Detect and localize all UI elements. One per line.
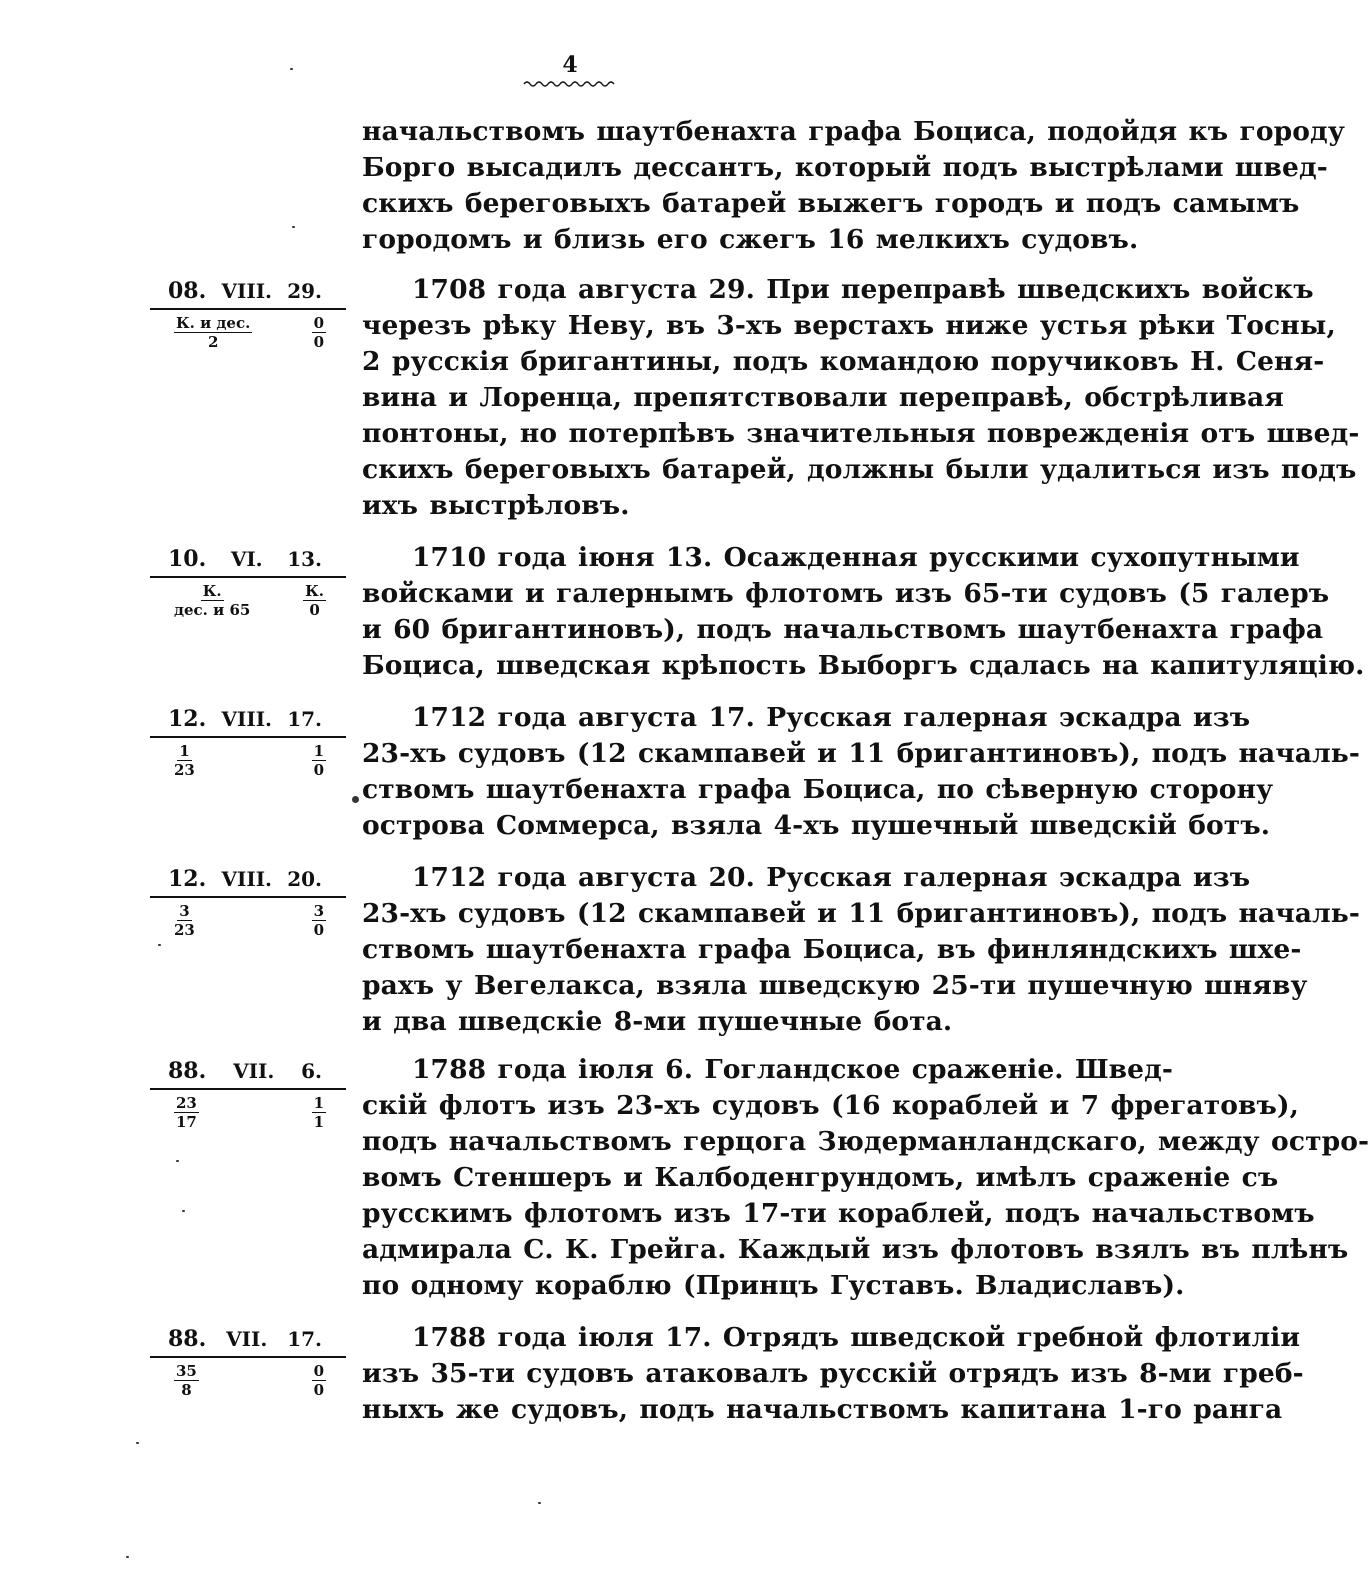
margin-day: 6.	[301, 1059, 322, 1083]
left-fraction	[174, 1094, 199, 1131]
scan-speck	[292, 226, 295, 228]
paragraph	[362, 1052, 1369, 1304]
margin-year: 12.	[168, 706, 207, 732]
margin-fractions	[150, 738, 346, 779]
text-line: черезъ рѣку Неву, въ 3-хъ верстахъ ниже устья рѣки Тосны,	[362, 310, 1336, 341]
fraction-denominator: 17	[176, 1113, 197, 1131]
margin-day: 17.	[287, 1327, 322, 1351]
text-line: ствомъ шаутбенахта графа Боциса, въ финляндскихъ шхе-	[362, 934, 1302, 965]
fraction-numerator: К.	[202, 582, 222, 600]
fraction-denominator: 8	[181, 1381, 192, 1399]
left-fraction	[174, 314, 252, 351]
text-line: 1788 года іюля 6. Гогландское сраженіе. Швед-	[412, 1054, 1173, 1085]
text-line: войсками и галернымъ флотомъ изъ 65-ти судовъ (5 галеръ	[362, 578, 1330, 609]
margin-year: 08.	[168, 278, 207, 304]
margin-day: 13.	[287, 547, 322, 571]
fraction-denominator: 0	[313, 333, 324, 351]
text-line: и 60 бригантиновъ), подъ начальствомъ шаутбенахта графа	[362, 614, 1324, 645]
text-line: изъ 35-ти судовъ атаковалъ русскій отрядъ изъ 8-ми греб-	[362, 1358, 1304, 1389]
fraction-denominator: 23	[174, 761, 195, 779]
text-line: 2 русскія бригантины, подъ командою поручиковъ Н. Сеня-	[362, 346, 1325, 377]
margin-day: 29.	[287, 279, 322, 303]
text-line: 1712 года августа 20. Русская галерная эскадра изъ	[412, 862, 1251, 893]
paragraph	[362, 272, 1360, 524]
margin-year: 12.	[168, 866, 207, 892]
margin-date	[150, 546, 346, 578]
fraction-numerator: 0	[313, 314, 324, 332]
fraction-numerator: 3	[313, 902, 324, 920]
scan-speck	[126, 1556, 129, 1558]
decorative-wave-rule	[524, 80, 616, 88]
fraction-denominator: 0	[309, 601, 320, 619]
text-line: подъ начальствомъ герцога Зюдерманландскаго, между остро-	[362, 1126, 1369, 1157]
margin-month: VI.	[230, 547, 263, 571]
margin-note-1712-20	[150, 866, 346, 939]
margin-date	[150, 278, 346, 310]
text-line: 23-хъ судовъ (12 скампавей и 11 бригантиновъ), подъ началь-	[362, 898, 1360, 929]
text-line: и два шведскіе 8-ми пушечные бота.	[362, 1006, 953, 1037]
margin-day: 20.	[287, 867, 322, 891]
text-line: Борго высадилъ дессантъ, который подъ выстрѣлами швед-	[362, 152, 1328, 183]
margin-date	[150, 866, 346, 898]
right-fraction	[312, 902, 326, 939]
left-fraction	[174, 1362, 199, 1399]
fraction-denominator: 1	[313, 1113, 324, 1131]
page-number	[0, 52, 1140, 88]
text-line: адмирала С. К. Грейга. Каждый изъ флотовъ взялъ въ плѣнъ	[362, 1234, 1349, 1265]
fraction-denominator: 0	[313, 921, 324, 939]
scan-speck	[290, 68, 293, 70]
left-fraction	[174, 902, 195, 939]
text-line: острова Соммерса, взяла 4-хъ пушечный шведскій ботъ.	[362, 810, 1271, 841]
right-fraction	[312, 314, 326, 351]
text-line: скихъ береговыхъ батарей, должны были удалиться изъ подъ	[362, 454, 1357, 485]
fraction-denominator: 2	[207, 333, 219, 351]
margin-fractions	[150, 1090, 346, 1131]
text-line: понтоны, но потерпѣвъ значительныя поврежденія отъ швед-	[362, 418, 1360, 449]
text-line: городомъ и близь его сжегъ 16 мелкихъ судовъ.	[362, 224, 1139, 255]
margin-month: VIII.	[221, 707, 273, 731]
margin-note-1712-17	[150, 706, 346, 779]
margin-date	[150, 1058, 346, 1090]
fraction-denominator: 23	[174, 921, 195, 939]
text-line: вина и Лоренца, препятствовали переправѣ, обстрѣливая	[362, 382, 1284, 413]
text-line: по одному кораблю (Принцъ Густавъ. Владиславъ).	[362, 1270, 1185, 1301]
fraction-denominator: 0	[313, 761, 324, 779]
margin-day: 17.	[287, 707, 322, 731]
text-line: 1708 года августа 29. При переправѣ шведскихъ войскъ	[412, 274, 1314, 305]
fraction-numerator: 35	[176, 1362, 197, 1380]
fraction-numerator: 3	[179, 902, 190, 920]
text-line: ствомъ шаутбенахта графа Боциса, по сѣверную сторону	[362, 774, 1274, 805]
scan-speck	[136, 1442, 139, 1444]
left-fraction	[174, 742, 195, 779]
scan-speck	[538, 1502, 541, 1504]
right-fraction	[312, 742, 326, 779]
margin-year: 10.	[168, 546, 207, 572]
scan-speck	[182, 1210, 185, 1212]
fraction-denominator: 0	[313, 1381, 324, 1399]
scan-speck	[158, 944, 161, 946]
fraction-numerator: 1	[179, 742, 190, 760]
paragraph	[362, 114, 1345, 258]
fraction-numerator: 1	[313, 1094, 324, 1112]
text-line: Боциса, шведская крѣпость Выборгъ сдалась на капитуляцію.	[362, 650, 1365, 681]
margin-month: VIII.	[221, 279, 273, 303]
margin-note-1788-6	[150, 1058, 346, 1131]
fraction-numerator: К. и дес.	[176, 314, 251, 332]
paragraph	[362, 1320, 1304, 1428]
scan-speck	[352, 796, 359, 803]
text-line: 1712 года августа 17. Русская галерная эскадра изъ	[412, 702, 1251, 733]
margin-year: 88.	[168, 1058, 207, 1084]
text-line: ныхъ же судовъ, подъ начальствомъ капитана 1-го ранга	[362, 1394, 1283, 1425]
page-number-text: 4	[562, 52, 578, 78]
fraction-numerator: К.	[305, 582, 324, 600]
right-fraction	[312, 1362, 326, 1399]
text-line: 1710 года іюня 13. Осажденная русскими сухопутными	[412, 542, 1300, 573]
right-fraction	[312, 1094, 326, 1131]
fraction-denominator: дес. и 65	[174, 601, 251, 619]
margin-date	[150, 1326, 346, 1358]
margin-date	[150, 706, 346, 738]
margin-note-1788-17	[150, 1326, 346, 1399]
text-line: 1788 года іюля 17. Отрядъ шведской гребной флотиліи	[412, 1322, 1301, 1353]
text-line: 23-хъ судовъ (12 скампавей и 11 бригантиновъ), подъ началь-	[362, 738, 1360, 769]
fraction-numerator: 1	[313, 742, 324, 760]
paragraph	[362, 860, 1360, 1040]
text-line: ихъ выстрѣловъ.	[362, 490, 630, 521]
text-line: русскимъ флотомъ изъ 17-ти кораблей, подъ начальствомъ	[362, 1198, 1315, 1229]
text-line: начальствомъ шаутбенахта графа Боциса, подойдя къ городу	[362, 116, 1345, 147]
left-fraction	[174, 582, 250, 619]
margin-note-1708	[150, 278, 346, 351]
text-line: вомъ Стеншеръ и Калбоденгрундомъ, имѣлъ сраженіе съ	[362, 1162, 1279, 1193]
margin-month: VII.	[226, 1327, 268, 1351]
margin-fractions	[150, 310, 346, 351]
margin-fractions	[150, 1358, 346, 1399]
margin-month: VII.	[233, 1059, 275, 1083]
text-line: рахъ у Вегелакса, взяла шведскую 25-ти пушечную шняву	[362, 970, 1308, 1001]
right-fraction	[303, 582, 326, 619]
fraction-numerator: 0	[313, 1362, 324, 1380]
text-line: скихъ береговыхъ батарей выжегъ городъ и подъ самымъ	[362, 188, 1300, 219]
paragraph	[362, 700, 1360, 844]
margin-month: VIII.	[221, 867, 273, 891]
margin-fractions	[150, 898, 346, 939]
margin-year: 88.	[168, 1326, 207, 1352]
fraction-numerator: 23	[176, 1094, 197, 1112]
scan-speck	[176, 1160, 179, 1162]
paragraph	[362, 540, 1365, 684]
margin-note-1710	[150, 546, 346, 619]
text-line: скій флотъ изъ 23-хъ судовъ (16 кораблей и 7 фрегатовъ),	[362, 1090, 1299, 1121]
margin-fractions	[150, 578, 346, 619]
